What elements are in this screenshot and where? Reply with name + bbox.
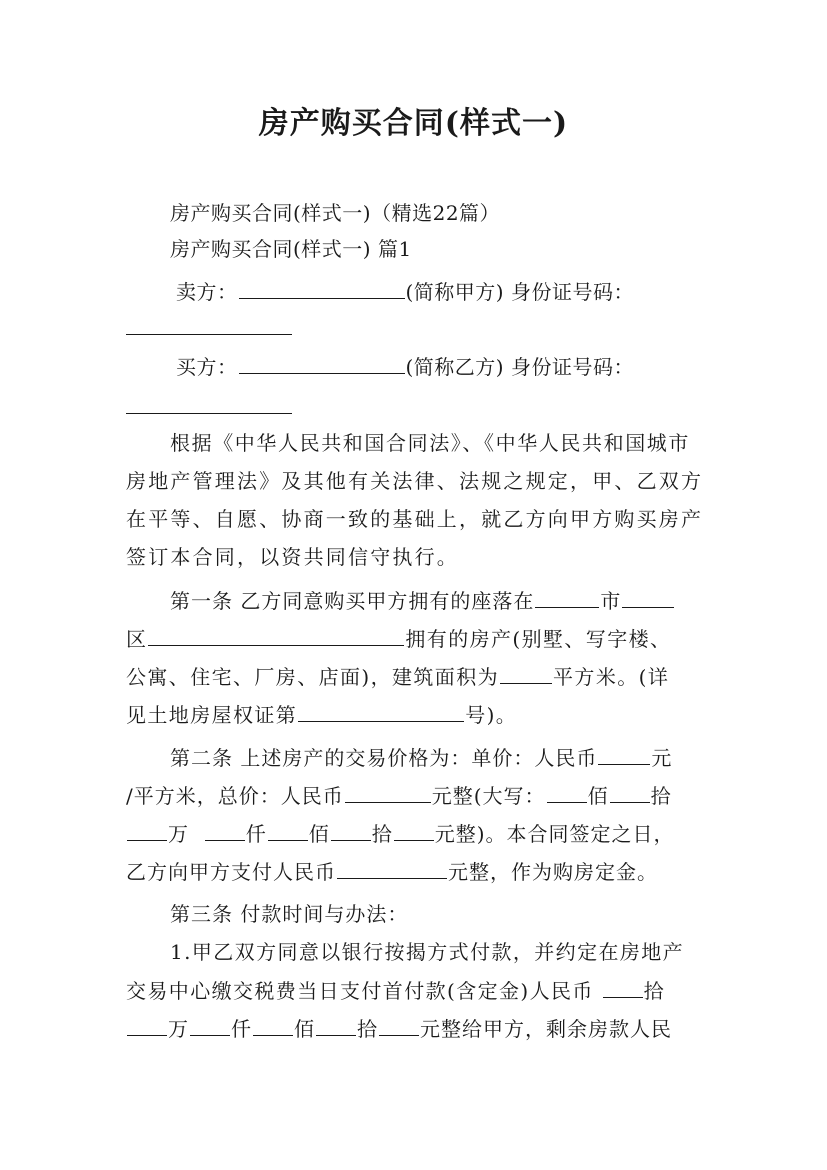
section-heading: 房产购买合同(样式一) 篇1 [170, 237, 412, 261]
article-2-text: 元整(大写： [431, 784, 546, 808]
paragraph-line: 签订本合同，以资共同信守执行。 [126, 545, 459, 569]
article-1-text: 第一条 乙方同意购买甲方拥有的座落在 [170, 589, 535, 613]
article-1-line [126, 661, 669, 692]
article-1-text: 公寓、住宅、厂房、店面)，建筑面积为 [126, 665, 500, 689]
amount-blank [603, 975, 643, 998]
amount-blank [253, 1013, 293, 1036]
article-3-text: 仟 [231, 1017, 252, 1041]
seller-label: 卖方： [176, 280, 238, 304]
amount-blank [127, 1013, 167, 1036]
amount-blank [394, 818, 434, 841]
seller-name-blank [239, 276, 405, 299]
city-blank [535, 585, 599, 608]
article-1-text: 见土地房屋权证第 [126, 703, 298, 727]
article-2-text: 第二条 上述房产的交易价格为：单价：人民币 [170, 746, 598, 770]
article-3-text: 佰 [294, 1017, 315, 1041]
article-1-line [126, 699, 517, 730]
amount-blank [190, 1013, 230, 1036]
total-price-blank [345, 780, 431, 803]
article-3-text: 万 [168, 1017, 189, 1041]
amount-blank [205, 818, 245, 841]
buyer-label: 买方： [176, 355, 238, 379]
article-3-text: 交易中心缴交税费当日支付首付款(含定金)人民币 [126, 979, 594, 1003]
article-1-text: 区 [126, 627, 148, 651]
article-3-line: 1.甲乙双方同意以银行按揭方式付款，并约定在房地产 [170, 940, 685, 964]
article-2-text: 拾 [650, 784, 672, 808]
article-2-line [126, 856, 658, 887]
article-3-heading: 第三条 付款时间与办法： [170, 902, 409, 926]
seller-line [176, 276, 634, 307]
document-subtitle: 房产购买合同(样式一)（精选22篇） [170, 201, 501, 225]
article-3-text: 元整给甲方，剩余房款人民 [420, 1017, 672, 1041]
paragraph-line: 房地产管理法》及其他有关法律、法规之规定，甲、乙双方 [126, 469, 704, 493]
document-title: 房产购买合同(样式一) [258, 106, 569, 141]
amount-blank [331, 818, 371, 841]
article-1-line [126, 623, 671, 654]
article-2-text: 佰 [587, 784, 609, 808]
article-1-text: 拥有的房产(别墅、写字楼、 [405, 627, 672, 651]
location-blank [148, 623, 404, 646]
article-3-line [126, 1013, 672, 1044]
amount-blank [316, 1013, 356, 1036]
article-2-text: 乙方向甲方支付人民币 [126, 860, 336, 884]
unit-price-blank [598, 742, 650, 765]
article-2-text: 元整)。本合同签定之日， [434, 822, 675, 846]
article-1-text: 市 [600, 589, 622, 613]
article-3-text: 拾 [357, 1017, 378, 1041]
article-2-text: 仟 [245, 822, 267, 846]
seller-mid-text: (简称甲方) 身份证号码： [405, 280, 634, 304]
buyer-mid-text: (简称乙方) 身份证号码： [405, 355, 634, 379]
buyer-line [176, 351, 634, 382]
buyer-id-blank [126, 412, 292, 414]
article-3-line [126, 975, 665, 1006]
seller-id-blank [126, 333, 292, 335]
article-2-text: 拾 [371, 822, 393, 846]
paragraph-line: 根据《中华人民共和国合同法》、《中华人民共和国城市 [170, 431, 690, 455]
amount-blank [127, 818, 167, 841]
article-2-text: 元 [651, 746, 673, 770]
district-blank [622, 585, 674, 608]
deposit-blank [337, 856, 447, 879]
article-2-text: 万 [168, 822, 189, 846]
article-2-line [126, 818, 675, 849]
article-3-text: 拾 [643, 979, 665, 1003]
article-2-text: 佰 [308, 822, 330, 846]
amount-blank [610, 780, 650, 803]
amount-blank [547, 780, 587, 803]
certificate-blank [298, 699, 464, 722]
article-2-text: 元整，作为购房定金。 [448, 860, 658, 884]
article-2-line [126, 780, 672, 811]
article-1-text: 平方米。(详 [553, 665, 670, 689]
article-2-text: /平方米，总价：人民币 [126, 784, 344, 808]
article-2-line [170, 742, 672, 773]
paragraph-line: 在平等、自愿、协商一致的基础上，就乙方向甲方购买房产 [126, 507, 704, 531]
amount-blank [379, 1013, 419, 1036]
article-1-line [170, 585, 675, 616]
buyer-name-blank [239, 351, 405, 374]
amount-blank [268, 818, 308, 841]
area-blank [500, 661, 552, 684]
article-1-text: 号)。 [465, 703, 518, 727]
